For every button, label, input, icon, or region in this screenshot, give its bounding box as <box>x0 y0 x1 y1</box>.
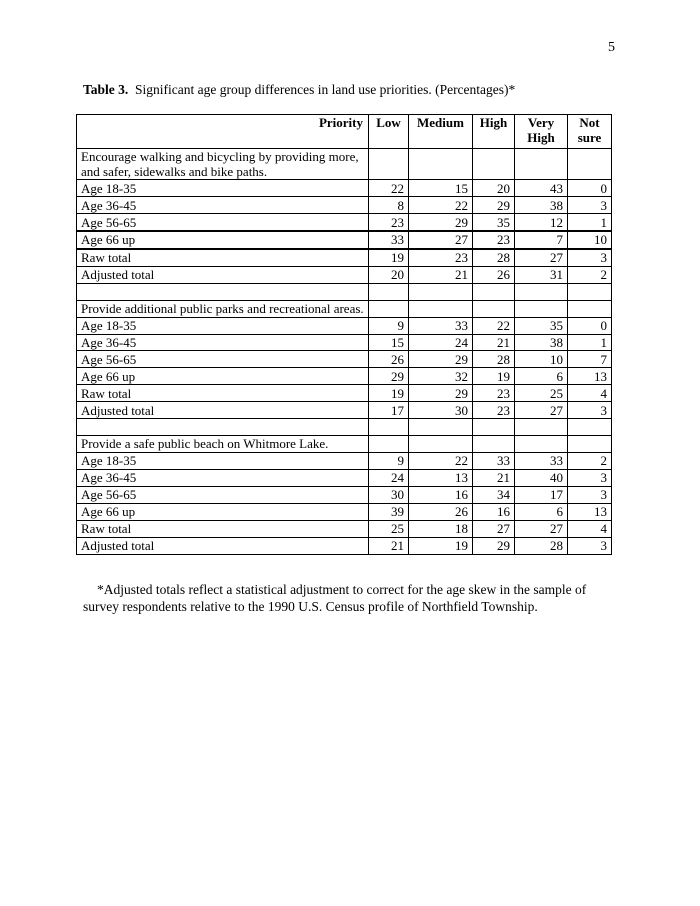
table-row <box>77 452 612 469</box>
table-cell: 16 <box>409 486 473 503</box>
table-cell: 13 <box>568 503 612 520</box>
table-cell: 0 <box>568 317 612 334</box>
table-cell: 33 <box>409 317 473 334</box>
empty-cell <box>473 300 515 317</box>
table-cell: 22 <box>473 317 515 334</box>
table-cell: 29 <box>409 351 473 368</box>
row-label: Raw total <box>77 385 369 402</box>
table-cell: 3 <box>568 249 612 266</box>
table-cell: 19 <box>369 249 409 266</box>
priorities-table <box>76 114 612 555</box>
table-cell: 33 <box>473 452 515 469</box>
table-cell: 4 <box>568 385 612 402</box>
table-row <box>77 334 612 351</box>
header-row <box>77 115 612 149</box>
empty-cell <box>515 149 568 180</box>
table-cell: 20 <box>369 267 409 284</box>
table-cell: 8 <box>369 197 409 214</box>
table-cell: 35 <box>473 214 515 231</box>
table-cell: 27 <box>409 231 473 249</box>
table-cell: 38 <box>515 197 568 214</box>
footnote-text: *Adjusted totals reflect a statistical adjustment to correct for the age skew in the sample of survey respondents relative to the 1990 U.S. Census profile of Northfield Township. <box>83 582 587 614</box>
group-title-row <box>77 300 612 317</box>
caption-text: Significant age group differences in land use priorities. (Percentages)* <box>135 82 516 97</box>
table-cell: 23 <box>473 385 515 402</box>
table-cell: 1 <box>568 334 612 351</box>
table-row <box>77 351 612 368</box>
empty-cell <box>473 419 515 435</box>
empty-cell <box>409 284 473 300</box>
table-body <box>77 149 612 555</box>
header-priority: Priority <box>77 115 369 149</box>
group-title-row <box>77 435 612 452</box>
footnote <box>83 581 623 615</box>
row-label: Age 36-45 <box>77 334 369 351</box>
table-cell: 25 <box>515 385 568 402</box>
table-row <box>77 249 612 266</box>
table-cell: 10 <box>568 231 612 249</box>
table-row <box>77 231 612 249</box>
table-cell: 27 <box>515 520 568 537</box>
row-label: Age 66 up <box>77 231 369 249</box>
spacer-row <box>77 419 612 435</box>
row-label: Age 36-45 <box>77 469 369 486</box>
table-cell: 15 <box>409 180 473 197</box>
header-medium: Medium <box>409 115 473 149</box>
table-cell: 7 <box>568 351 612 368</box>
table-cell: 22 <box>409 452 473 469</box>
table-row <box>77 197 612 214</box>
empty-cell <box>515 284 568 300</box>
row-label: Raw total <box>77 249 369 266</box>
table-row <box>77 368 612 385</box>
table-cell: 21 <box>369 537 409 554</box>
group-title: Encourage walking and bicycling by providing more, and safer, sidewalks and bike paths. <box>77 149 369 180</box>
table-cell: 20 <box>473 180 515 197</box>
row-label: Raw total <box>77 520 369 537</box>
table-cell: 33 <box>369 231 409 249</box>
table-cell: 29 <box>473 537 515 554</box>
row-label: Age 18-35 <box>77 452 369 469</box>
row-label: Age 36-45 <box>77 197 369 214</box>
table-cell: 26 <box>369 351 409 368</box>
table-cell: 7 <box>515 231 568 249</box>
empty-cell <box>369 284 409 300</box>
table-caption <box>83 82 515 98</box>
group-title-row <box>77 149 612 180</box>
table-row <box>77 503 612 520</box>
page-number: 5 <box>608 40 615 55</box>
row-label: Age 66 up <box>77 503 369 520</box>
table-cell: 4 <box>568 520 612 537</box>
table-cell: 27 <box>515 249 568 266</box>
row-label: Age 18-35 <box>77 180 369 197</box>
table-cell: 2 <box>568 452 612 469</box>
header-not-sure: Not sure <box>568 115 612 149</box>
row-label: Age 56-65 <box>77 351 369 368</box>
table-cell: 28 <box>473 351 515 368</box>
table-cell: 9 <box>369 317 409 334</box>
table-cell: 21 <box>409 267 473 284</box>
table-cell: 40 <box>515 469 568 486</box>
table-cell: 0 <box>568 180 612 197</box>
table-cell: 21 <box>473 334 515 351</box>
table-cell: 29 <box>409 214 473 231</box>
table-cell: 23 <box>473 231 515 249</box>
empty-cell <box>568 419 612 435</box>
table-row <box>77 537 612 554</box>
table-cell: 19 <box>409 537 473 554</box>
empty-cell <box>473 284 515 300</box>
table-cell: 28 <box>515 537 568 554</box>
table-row <box>77 267 612 284</box>
empty-cell <box>568 284 612 300</box>
table-cell: 9 <box>369 452 409 469</box>
table-cell: 23 <box>473 402 515 419</box>
empty-cell <box>568 435 612 452</box>
row-label: Age 66 up <box>77 368 369 385</box>
caption-label: Table 3. <box>83 82 129 97</box>
empty-cell <box>568 300 612 317</box>
table-cell: 19 <box>369 385 409 402</box>
table-cell: 6 <box>515 368 568 385</box>
table-cell: 27 <box>473 520 515 537</box>
table-cell: 3 <box>568 402 612 419</box>
table-cell: 43 <box>515 180 568 197</box>
empty-cell <box>409 149 473 180</box>
group-title: Provide additional public parks and recreational areas. <box>77 300 369 317</box>
table-cell: 33 <box>515 452 568 469</box>
table-cell: 28 <box>473 249 515 266</box>
table-row <box>77 486 612 503</box>
table-cell: 26 <box>473 267 515 284</box>
table-cell: 18 <box>409 520 473 537</box>
header-very-high: Very High <box>515 115 568 149</box>
table-cell: 38 <box>515 334 568 351</box>
table-cell: 13 <box>568 368 612 385</box>
table-cell: 23 <box>409 249 473 266</box>
table-cell: 23 <box>369 214 409 231</box>
empty-cell <box>568 149 612 180</box>
empty-cell <box>369 419 409 435</box>
table-cell: 2 <box>568 267 612 284</box>
row-label: Adjusted total <box>77 537 369 554</box>
table-cell: 19 <box>473 368 515 385</box>
table-cell: 17 <box>369 402 409 419</box>
table-cell: 22 <box>409 197 473 214</box>
table-cell: 34 <box>473 486 515 503</box>
table-cell: 21 <box>473 469 515 486</box>
table-cell: 30 <box>369 486 409 503</box>
group-title: Provide a safe public beach on Whitmore Lake. <box>77 435 369 452</box>
empty-cell <box>369 149 409 180</box>
empty-cell <box>77 284 369 300</box>
empty-cell <box>369 300 409 317</box>
table-cell: 10 <box>515 351 568 368</box>
row-label: Adjusted total <box>77 267 369 284</box>
table-cell: 26 <box>409 503 473 520</box>
empty-cell <box>473 435 515 452</box>
row-label: Age 56-65 <box>77 214 369 231</box>
table-cell: 16 <box>473 503 515 520</box>
row-label: Age 18-35 <box>77 317 369 334</box>
table-row <box>77 402 612 419</box>
empty-cell <box>515 419 568 435</box>
table-cell: 24 <box>409 334 473 351</box>
empty-cell <box>409 419 473 435</box>
table-cell: 25 <box>369 520 409 537</box>
table-cell: 39 <box>369 503 409 520</box>
row-label: Age 56-65 <box>77 486 369 503</box>
table-cell: 30 <box>409 402 473 419</box>
table-cell: 24 <box>369 469 409 486</box>
table-cell: 32 <box>409 368 473 385</box>
table-cell: 3 <box>568 537 612 554</box>
table-row <box>77 317 612 334</box>
table-cell: 1 <box>568 214 612 231</box>
table-cell: 22 <box>369 180 409 197</box>
table-cell: 31 <box>515 267 568 284</box>
empty-cell <box>409 435 473 452</box>
table-cell: 6 <box>515 503 568 520</box>
table-cell: 29 <box>409 385 473 402</box>
empty-cell <box>409 300 473 317</box>
empty-cell <box>369 435 409 452</box>
table-cell: 35 <box>515 317 568 334</box>
table-row <box>77 520 612 537</box>
header-high: High <box>473 115 515 149</box>
empty-cell <box>515 435 568 452</box>
header-low: Low <box>369 115 409 149</box>
table-cell: 13 <box>409 469 473 486</box>
table-row <box>77 180 612 197</box>
empty-cell <box>515 300 568 317</box>
table-cell: 15 <box>369 334 409 351</box>
table-cell: 3 <box>568 469 612 486</box>
empty-cell <box>77 419 369 435</box>
table-cell: 29 <box>369 368 409 385</box>
table-row <box>77 469 612 486</box>
table-cell: 29 <box>473 197 515 214</box>
table-cell: 3 <box>568 486 612 503</box>
spacer-row <box>77 284 612 300</box>
table-cell: 12 <box>515 214 568 231</box>
table-row <box>77 385 612 402</box>
table-cell: 3 <box>568 197 612 214</box>
table-row <box>77 214 612 231</box>
empty-cell <box>473 149 515 180</box>
table-cell: 17 <box>515 486 568 503</box>
row-label: Adjusted total <box>77 402 369 419</box>
table-cell: 27 <box>515 402 568 419</box>
